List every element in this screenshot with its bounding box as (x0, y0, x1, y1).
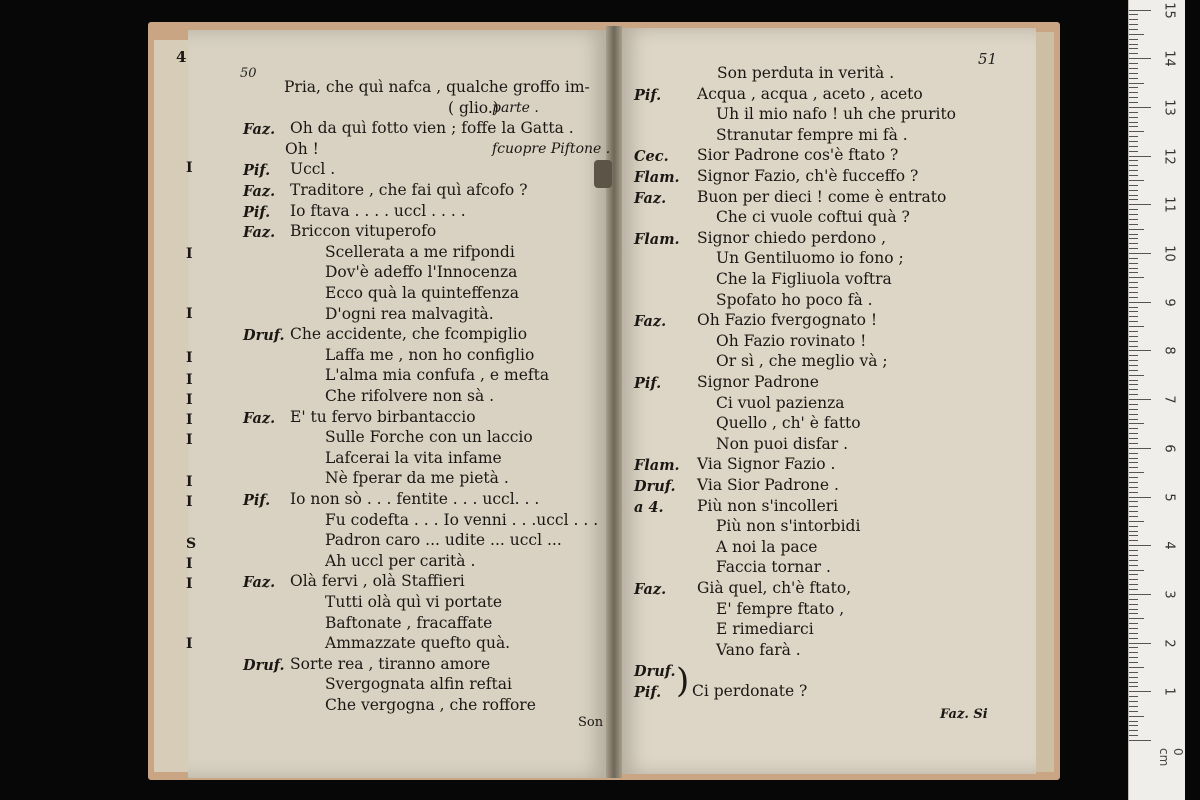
ruler-tick (1129, 652, 1138, 653)
ruler-tick (1129, 195, 1138, 196)
ruler-number: 2 (1161, 638, 1177, 648)
right-line-18: Non puoi disfar . (716, 434, 848, 453)
right-line-7: Che ci vuole coftui quà ? (716, 208, 910, 227)
right-speaker-12: Faz. (634, 313, 667, 331)
right-catchword: Faz. Si (940, 707, 988, 722)
edge-letter-10: S (186, 536, 197, 552)
right-line-4: Sior Padrone cos'è ftato ? (697, 146, 899, 165)
right-line-15: Signor Padrone (697, 373, 819, 391)
ruler-tick (1129, 160, 1138, 161)
ruler-tick (1129, 248, 1138, 249)
right-speaker-30: Pif. (634, 684, 662, 701)
ruler-tick (1129, 336, 1138, 337)
ruler-tick (1129, 277, 1144, 278)
ruler-tick (1129, 384, 1138, 385)
right-speaker-19: Flam. (634, 457, 680, 475)
ruler-tick (1129, 594, 1151, 595)
ruler-tick (1129, 370, 1138, 371)
left-line-18: Lafcerai la vita infame (325, 448, 502, 467)
ruler-tick (1129, 204, 1151, 205)
ruler-number: 9 (1161, 298, 1177, 307)
right-line-12: Oh Fazio fvergognato ! (697, 311, 878, 330)
ruler-tick (1129, 686, 1138, 687)
edge-letter-11: I (186, 556, 193, 572)
ruler-tick (1129, 570, 1144, 571)
ruler-tick (1129, 443, 1138, 444)
left-line-10: Ecco quà la quinteffenza (325, 284, 519, 302)
right-speaker-6: Faz. (634, 189, 667, 207)
ruler-number: 8 (1161, 346, 1177, 356)
ruler-tick (1129, 209, 1138, 210)
ruler-tick (1129, 501, 1138, 502)
right-line-1: Acqua , acqua , aceto , aceto (697, 84, 923, 103)
right-line-25: Già quel, ch'è ftato, (697, 579, 852, 597)
ruler-tick (1129, 39, 1138, 40)
ruler-tick (1129, 190, 1138, 191)
ruler-tick (1129, 365, 1138, 366)
left-page-number: 50 (240, 66, 257, 81)
right-line-11: Spofato ho poco fà . (716, 290, 873, 309)
ruler-tick (1129, 19, 1138, 20)
ruler-tick (1129, 589, 1138, 590)
ruler-tick (1129, 302, 1151, 303)
ruler-number: 4 (1161, 541, 1177, 550)
left-line-29: Svergognata alfin reftai (325, 675, 512, 694)
ruler-tick (1129, 404, 1138, 405)
ruler-tick (1129, 706, 1138, 707)
left-line-23: Ah uccl per carità . (325, 551, 476, 570)
ruler-tick (1129, 224, 1138, 225)
ruler-tick (1129, 380, 1138, 381)
ruler-tick (1129, 53, 1138, 54)
left-stage-direction-3: fcuopre Piftone . (492, 140, 611, 157)
ruler-tick (1129, 521, 1144, 522)
edge-letter-3: I (186, 350, 193, 366)
right-line-19: Via Signor Fazio . (697, 455, 836, 474)
ruler-tick (1129, 175, 1138, 176)
ruler-tick (1129, 234, 1138, 235)
ruler-tick (1129, 711, 1138, 712)
ruler-tick (1129, 482, 1138, 483)
ruler-tick (1129, 87, 1138, 88)
ruler-tick (1129, 721, 1138, 722)
ruler-tick (1129, 497, 1151, 498)
ruler-tick (1129, 433, 1138, 434)
ruler-tick (1129, 623, 1138, 624)
left-line-12: Che accidente, che fcompiglio (290, 325, 528, 344)
left-speaker-16: Faz. (243, 409, 276, 427)
right-line-28: Vano farà . (716, 640, 801, 659)
edge-letter-13: I (186, 636, 193, 652)
ruler-tick (1129, 229, 1144, 230)
right-speaker-25: Faz. (634, 581, 667, 598)
ruler-tick (1129, 540, 1138, 541)
left-line-21: Fu codefta . . . Io venni . . .uccl . . . (325, 510, 599, 529)
left-speaker-6: Pif. (243, 203, 271, 221)
ruler-tick (1129, 506, 1138, 507)
ruler-tick (1129, 185, 1138, 186)
ruler-tick (1129, 214, 1138, 215)
left-speaker-5: Faz. (243, 183, 276, 200)
left-speaker-7: Faz. (243, 224, 276, 242)
right-speaker-5: Flam. (634, 169, 680, 186)
left-catchword: Son (578, 715, 604, 730)
ruler-tick (1129, 467, 1138, 468)
left-stage-direction-1: parte . (492, 99, 539, 116)
left-line-7: Briccon vituperofo (290, 222, 437, 241)
ruler-tick (1129, 350, 1151, 351)
ruler-tick (1129, 331, 1138, 332)
ruler-tick (1129, 662, 1138, 663)
left-line-0: Pria, che quì nafca , qualche groffo im- (284, 78, 590, 96)
ruler-tick (1129, 107, 1151, 108)
edge-letter-8: I (186, 474, 193, 490)
left-line-15: Che rifolvere non sà . (325, 387, 495, 405)
ruler-tick (1129, 146, 1138, 147)
ruler-tick (1129, 307, 1138, 308)
left-line-25: Tutti olà quì vi portate (325, 593, 503, 611)
ruler-tick (1129, 268, 1138, 269)
ruler-tick (1129, 725, 1138, 726)
edge-letter-6: I (186, 412, 193, 428)
right-line-8: Signor chiedo perdono , (697, 228, 887, 247)
ruler-tick (1129, 511, 1138, 512)
ruler-tick (1129, 122, 1138, 123)
left-speaker-12: Druf. (243, 327, 285, 345)
right-speaker-1: Pif. (634, 86, 662, 104)
ruler-tick (1129, 219, 1138, 220)
right-line-5: Signor Fazio, ch'è fucceffo ? (697, 167, 919, 185)
ruler-tick (1129, 419, 1138, 420)
ruler-tick (1129, 492, 1138, 493)
speaker-bracket: ) (676, 661, 690, 701)
left-line-8: Scellerata a me rifpondi (325, 242, 515, 261)
left-line-19: Nè fperar da me pietà . (325, 469, 509, 488)
ruler-tick (1129, 68, 1138, 69)
ruler-number: 12 (1161, 147, 1177, 165)
left-line-3: Oh ! (285, 139, 319, 158)
left-line-2: Oh da quì fotto vien ; foffe la Gatta . (290, 119, 574, 138)
ruler-tick (1129, 682, 1138, 683)
ruler-tick (1129, 360, 1138, 361)
ruler-tick (1129, 341, 1138, 342)
right-speaker-15: Pif. (634, 375, 662, 392)
left-speaker-2: Faz. (243, 121, 276, 139)
ruler-tick (1129, 180, 1144, 181)
ruler-tick (1129, 83, 1144, 84)
ruler-tick (1129, 131, 1144, 132)
ruler-tick (1129, 346, 1138, 347)
ruler-tick (1129, 238, 1138, 239)
left-speaker-28: Druf. (243, 656, 285, 674)
ruler-tick (1129, 701, 1138, 702)
ruler-tick (1129, 667, 1144, 668)
ruler-number: 1 (1161, 687, 1177, 696)
ruler-tick (1129, 550, 1138, 551)
ruler-tick (1129, 44, 1138, 45)
edge-letter-2: I (186, 306, 193, 322)
right-line-23: A noi la pace (716, 537, 818, 556)
right-line-30: Ci perdonate ? (692, 682, 808, 700)
ruler-tick (1129, 136, 1138, 137)
ruler-tick (1129, 287, 1138, 288)
ruler-tick (1129, 535, 1138, 536)
left-line-30: Che vergogna , che roffore (325, 696, 536, 714)
ruler-tick (1129, 141, 1138, 142)
ruler-tick (1129, 355, 1138, 356)
edge-page-number: 4 (176, 48, 187, 66)
right-line-21: Più non s'incolleri (697, 496, 839, 515)
left-speaker-24: Faz. (243, 574, 276, 592)
ruler-tick (1129, 691, 1151, 692)
left-line-28: Sorte rea , tiranno amore (290, 654, 491, 673)
ruler-tick (1129, 560, 1138, 561)
ruler-tick (1129, 643, 1151, 644)
right-line-20: Via Sior Padrone . (697, 476, 839, 494)
edge-letter-9: I (186, 494, 193, 510)
ruler-tick (1129, 677, 1138, 678)
ruler-tick (1129, 282, 1138, 283)
right-line-17: Quello , ch' è fatto (716, 414, 861, 433)
page-damage (594, 160, 612, 188)
left-line-5: Traditore , che fai quì afcofo ? (290, 181, 528, 199)
edge-letter-12: I (186, 576, 193, 592)
ruler-tick (1129, 34, 1144, 35)
ruler-tick (1129, 151, 1138, 152)
ruler-tick (1129, 730, 1138, 731)
ruler-tick (1129, 458, 1138, 459)
ruler-tick (1129, 647, 1138, 648)
ruler-tick (1129, 735, 1138, 736)
right-line-16: Ci vuol pazienza (716, 393, 845, 412)
ruler-tick (1129, 657, 1138, 658)
left-line-13: Laffa me , non ho configlio (325, 345, 535, 364)
ruler-tick (1129, 599, 1138, 600)
edge-letter-1: I (186, 246, 193, 262)
ruler-tick (1129, 316, 1138, 317)
ruler-tick (1129, 672, 1138, 673)
ruler-tick (1129, 531, 1138, 532)
ruler-tick (1129, 170, 1138, 171)
ruler-number: 10 (1161, 245, 1177, 262)
ruler-tick (1129, 258, 1138, 259)
ruler-tick (1129, 14, 1138, 15)
right-line-27: E rimediarci (716, 620, 814, 639)
ruler-tick (1129, 165, 1138, 166)
ruler-tick (1129, 584, 1138, 585)
left-line-27: Ammazzate quefto quà. (325, 634, 511, 653)
ruler-tick (1129, 716, 1144, 717)
ruler-tick (1129, 472, 1144, 473)
ruler-number: 6 (1161, 444, 1177, 453)
ruler-tick (1129, 389, 1138, 390)
ruler-tick (1129, 477, 1138, 478)
ruler-tick (1129, 199, 1138, 200)
ruler-tick (1129, 297, 1138, 298)
ruler-number: 15 (1161, 1, 1177, 19)
ruler-tick (1129, 63, 1138, 64)
book-gutter (606, 26, 622, 778)
ruler-tick (1129, 555, 1138, 556)
ruler-tick (1129, 448, 1151, 449)
right-page-number: 51 (978, 50, 998, 68)
ruler-tick (1129, 438, 1138, 439)
ruler-tick (1129, 156, 1151, 157)
edge-letter-0: I (186, 160, 193, 176)
ruler-tick (1129, 375, 1144, 376)
right-line-13: Oh Fazio rovinato ! (716, 331, 867, 350)
ruler-tick (1129, 253, 1151, 254)
ruler-tick (1129, 326, 1144, 327)
ruler-tick (1129, 462, 1138, 463)
ruler-number: 11 (1161, 196, 1177, 214)
ruler-tick (1129, 321, 1138, 322)
right-speaker-8: Flam. (634, 230, 680, 248)
ruler-tick (1129, 272, 1138, 273)
ruler-number: 7 (1161, 395, 1177, 404)
edge-letter-5: I (186, 392, 193, 408)
ruler-tick (1129, 97, 1138, 98)
ruler-number: 13 (1161, 99, 1177, 116)
ruler-tick (1129, 740, 1151, 741)
right-speaker-4: Cec. (634, 148, 669, 166)
ruler-tick (1129, 604, 1138, 605)
ruler-tick (1129, 579, 1138, 580)
ruler-unit-label: 0 cm (1157, 748, 1185, 767)
ruler-tick (1129, 126, 1138, 127)
ruler-tick (1129, 516, 1138, 517)
left-line-24: Olà fervi , olà Staffieri (290, 572, 465, 591)
left-line-6: Io ftava . . . . uccl . . . . (290, 201, 466, 220)
left-line-17: Sulle Forche con un laccio (325, 428, 533, 447)
left-line-22: Padron caro ... udite ... uccl ... (325, 531, 562, 550)
ruler-tick (1129, 633, 1138, 634)
ruler-tick (1129, 399, 1151, 400)
ruler-tick (1129, 423, 1144, 424)
ruler-tick (1129, 609, 1138, 610)
left-speaker-20: Pif. (243, 492, 271, 509)
ruler-tick (1129, 613, 1138, 614)
ruler-tick (1129, 292, 1138, 293)
right-speaker-21: a 4. (634, 498, 664, 516)
ruler-number: 3 (1161, 590, 1177, 599)
right-line-9: Un Gentiluomo io fono ; (716, 249, 904, 268)
right-line-6: Buon per dieci ! come è entrato (697, 187, 947, 206)
right-speaker-29: Druf. (634, 663, 676, 681)
left-line-11: D'ogni rea malvagità. (325, 304, 494, 323)
ruler-tick (1129, 263, 1138, 264)
ruler-tick (1129, 78, 1138, 79)
ruler-tick (1129, 628, 1138, 629)
ruler-tick (1129, 29, 1138, 30)
edge-letter-7: I (186, 432, 193, 448)
right-line-3: Stranutar fempre mi fà . (716, 125, 908, 144)
ruler-tick (1129, 638, 1138, 639)
ruler-tick (1129, 24, 1138, 25)
ruler-tick (1129, 409, 1138, 410)
ruler-tick (1129, 565, 1138, 566)
ruler-tick (1129, 48, 1138, 49)
ruler-tick (1129, 394, 1138, 395)
ruler-tick (1129, 428, 1138, 429)
ruler-tick (1129, 92, 1138, 93)
ruler-tick (1129, 73, 1138, 74)
right-line-0: Son perduta in verità . (717, 64, 895, 82)
right-line-14: Or sì , che meglio và ; (716, 352, 888, 371)
right-line-24: Faccia tornar . (716, 558, 831, 577)
measurement-ruler (1128, 0, 1185, 800)
edge-letter-4: I (186, 372, 193, 388)
left-line-16: E' tu fervo birbantaccio (290, 407, 476, 426)
ruler-tick (1129, 618, 1144, 619)
right-line-2: Uh il mio nafo ! uh che prurito (716, 105, 957, 124)
ruler-tick (1129, 526, 1138, 527)
ruler-tick (1129, 112, 1138, 113)
ruler-tick (1129, 487, 1138, 488)
ruler-tick (1129, 10, 1151, 11)
left-line-9: Dov'è adeffo l'Innocenza (325, 263, 518, 282)
ruler-tick (1129, 574, 1138, 575)
ruler-number: 5 (1161, 492, 1177, 502)
right-line-26: E' fempre ftato , (716, 599, 845, 618)
left-line-20: Io non sò . . . fentite . . . uccl. . . (290, 490, 540, 508)
ruler-tick (1129, 696, 1138, 697)
right-line-10: Che la Figliuola voftra (716, 270, 892, 288)
left-line-26: Baftonate , fracaffate (325, 613, 493, 632)
ruler-tick (1129, 243, 1138, 244)
right-line-22: Più non s'intorbidi (716, 517, 861, 536)
left-line-1: ( glio.) (448, 98, 499, 117)
right-speaker-20: Druf. (634, 478, 676, 495)
left-line-4: Uccl . (290, 160, 336, 179)
ruler-number: 14 (1161, 50, 1177, 67)
ruler-tick (1129, 102, 1138, 103)
ruler-tick (1129, 311, 1138, 312)
left-speaker-4: Pif. (243, 162, 271, 180)
ruler-tick (1129, 545, 1151, 546)
left-line-14: L'alma mia confufa , e mefta (325, 366, 550, 385)
ruler-tick (1129, 58, 1151, 59)
ruler-tick (1129, 117, 1138, 118)
ruler-tick (1129, 414, 1138, 415)
ruler-tick (1129, 453, 1138, 454)
